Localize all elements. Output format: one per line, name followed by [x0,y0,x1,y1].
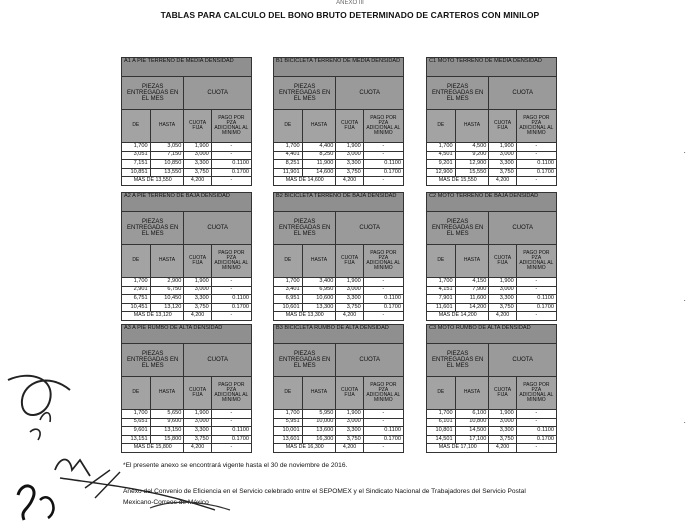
table-caption: B2 BICICLETA TERRENO DE BAJA DENSIDAD [274,193,404,212]
table-cell: 10,600 [302,295,336,304]
table-row [122,295,252,304]
margin-mark: · [683,296,686,305]
table-row [427,151,557,160]
table-cell: 0.1700 [516,168,556,177]
table-cell: 11,901 [274,168,303,177]
table-cell: 4,200 [184,444,211,453]
table-footer-row [427,444,557,453]
quota-header: CUOTA [184,344,252,377]
table-row [274,278,404,287]
fixed-quota-header: CUOTA FIJA [336,110,363,143]
footer-label: MAS DE 13,300 [274,312,336,321]
table-row [427,435,557,444]
pieces-header: PIEZAS ENTREGADAS EN EL MES [274,344,336,377]
quota-header: CUOTA [336,212,404,245]
footer-label: MAS DE 13,550 [122,177,184,186]
table-row [427,410,557,419]
table-cell: 6,951 [274,295,303,304]
table-cell: - [211,410,251,419]
table-cell: 8,251 [274,160,303,169]
table-cell: 4,200 [489,444,516,453]
table-cell: 0.1700 [211,303,251,312]
table-cell: 10,601 [274,303,303,312]
table-row [427,168,557,177]
table-cell: 5,951 [274,418,303,427]
table-cell: 3,000 [336,151,363,160]
fixed-quota-header: CUOTA FIJA [336,377,363,410]
table-cell: 0.1100 [211,427,251,436]
pieces-header: PIEZAS ENTREGADAS EN EL MES [427,344,489,377]
bonus-table [121,192,252,321]
table-cell: 6,750 [150,286,184,295]
table-cell: 9,601 [122,427,151,436]
table-footer-row [274,312,404,321]
table-cell: 1,700 [427,143,456,152]
table-cell: 7,900 [455,286,489,295]
table-cell: 3,750 [336,435,363,444]
table-cell: 10,850 [150,160,184,169]
fixed-quota-header: CUOTA FIJA [489,245,516,278]
table-cell: 1,900 [184,278,211,287]
footer-label: MAS DE 14,200 [427,312,489,321]
from-header: DE [274,377,303,410]
table-cell: 10,851 [122,168,151,177]
table-cell: 0.1100 [363,427,403,436]
table-row [274,303,404,312]
table-cell: 0.1700 [363,435,403,444]
table-cell: 12,900 [427,168,456,177]
table-cell: 0.1100 [211,295,251,304]
extra-pay-header: PAGO POR PZA ADICIONAL AL MINIMO [516,110,556,143]
table-cell: 16,300 [302,435,336,444]
from-header: DE [274,245,303,278]
table-cell: 3,300 [184,160,211,169]
table-cell: 1,700 [122,278,151,287]
table-cell: 1,900 [489,278,516,287]
quota-header: CUOTA [489,212,557,245]
table-cell: 1,700 [122,410,151,419]
from-header: DE [427,245,456,278]
extra-pay-header: PAGO POR PZA ADICIONAL AL MINIMO [363,110,403,143]
table-cell: 3,000 [336,286,363,295]
to-header: HASTA [455,377,489,410]
table-cell: 15,550 [455,168,489,177]
bonus-table [273,324,404,453]
table-cell: 0.1100 [211,160,251,169]
table-caption: A2 A PIE TERRENO DE BAJA DENSIDAD [122,193,252,212]
table-caption: C3 MOTO RUMBO DE ALTA DENSIDAD [427,325,557,344]
table-cell: 6,100 [455,410,489,419]
table-cell: 3,000 [184,286,211,295]
table-row [427,160,557,169]
handwritten-signatures [0,360,260,528]
table-cell: 3,300 [489,295,516,304]
table-cell: 1,900 [184,410,211,419]
table-cell: - [363,410,403,419]
pieces-header: PIEZAS ENTREGADAS EN EL MES [427,77,489,110]
fixed-quota-header: CUOTA FIJA [336,245,363,278]
table-cell: 11,600 [455,295,489,304]
table-cell: 0.1700 [211,168,251,177]
table-cell: 9,201 [427,160,456,169]
table-cell: - [363,286,403,295]
table-cell: 3,750 [489,168,516,177]
quota-header: CUOTA [489,344,557,377]
table-row [427,278,557,287]
annex-label: ANEXO III [336,0,364,6]
table-cell: - [211,312,251,321]
table-cell: 10,450 [150,295,184,304]
margin-mark: · [683,418,686,427]
table-cell: 4,400 [302,143,336,152]
table-row [274,143,404,152]
footer-label: MAS DE 15,800 [122,444,184,453]
quota-header: CUOTA [184,77,252,110]
table-row [274,160,404,169]
quota-header: CUOTA [184,212,252,245]
bonus-table [426,324,557,453]
table-cell: 3,750 [336,303,363,312]
table-cell: - [516,143,556,152]
footer-label: MAS DE 14,600 [274,177,336,186]
table-row [274,295,404,304]
table-cell: 3,000 [489,286,516,295]
table-cell: 4,501 [427,151,456,160]
table-cell: - [516,418,556,427]
table-cell: 9,200 [455,151,489,160]
table-cell: 13,151 [122,435,151,444]
extra-pay-header: PAGO POR PZA ADICIONAL AL MINIMO [363,245,403,278]
table-cell: 3,750 [184,303,211,312]
table-footer-row [122,177,252,186]
table-cell: 15,800 [150,435,184,444]
table-cell: 1,900 [336,278,363,287]
table-cell: 4,200 [184,312,211,321]
table-cell: - [516,444,556,453]
table-row [427,427,557,436]
table-cell: - [363,151,403,160]
to-header: HASTA [455,110,489,143]
table-cell: 13,120 [150,303,184,312]
table-cell: - [211,286,251,295]
table-caption: B3 BICICLETA RUMBO DE ALTA DENSIDAD [274,325,404,344]
table-cell: 1,700 [274,143,303,152]
table-cell: 7,151 [122,160,151,169]
table-cell: 9,600 [150,418,184,427]
table-row [427,303,557,312]
table-cell: 4,401 [274,151,303,160]
table-cell: 4,151 [427,286,456,295]
footer-label: MAS DE 13,120 [122,312,184,321]
table-cell: 5,650 [150,410,184,419]
table-cell: 4,200 [489,312,516,321]
table-cell: 1,700 [122,143,151,152]
table-cell: 14,501 [427,435,456,444]
table-cell: - [363,444,403,453]
fixed-quota-header: CUOTA FIJA [489,110,516,143]
table-cell: - [363,177,403,186]
table-cell: 4,200 [336,312,363,321]
to-header: HASTA [150,377,184,410]
from-header: DE [274,110,303,143]
table-row [274,427,404,436]
validity-note: *El presente anexo se encontrará vigente hasta el 30 de noviembre de 2016. [123,462,348,469]
table-cell: 11,601 [427,303,456,312]
table-caption: A3 A PIE RUMBO DE ALTA DENSIDAD [122,325,252,344]
table-cell: - [516,286,556,295]
bonus-table [273,192,404,321]
table-cell: 6,950 [302,286,336,295]
table-cell: - [516,410,556,419]
table-footer-row [274,177,404,186]
table-cell: 10,801 [427,427,456,436]
table-cell: - [211,177,251,186]
table-cell: 3,000 [489,151,516,160]
table-caption: A1 A PIE TERRENO DE MEDIA DENSIDAD [122,58,252,77]
table-cell: 0.1700 [211,435,251,444]
table-cell: 1,700 [274,410,303,419]
table-cell: 3,300 [184,295,211,304]
table-footer-row [427,312,557,321]
table-caption: B1 BICICLETA TERRENO DE MEDIA DENSIDAD [274,58,404,77]
pieces-header: PIEZAS ENTREGADAS EN EL MES [122,77,184,110]
table-row [122,286,252,295]
extra-pay-header: PAGO POR PZA ADICIONAL AL MINIMO [516,245,556,278]
table-row [274,410,404,419]
quota-header: CUOTA [489,77,557,110]
table-cell: 14,600 [302,168,336,177]
table-cell: 0.1100 [516,427,556,436]
table-footer-row [427,177,557,186]
table-cell: 1,900 [336,143,363,152]
table-cell: 3,750 [489,303,516,312]
table-cell: 0.1100 [363,295,403,304]
pieces-header: PIEZAS ENTREGADAS EN EL MES [122,344,184,377]
footer-line-1: Anexo del Convenio de Eficiencia en el Servicio celebrado entre el SEPOMEX y el Sindicato Nacional de Trabajadores del Servicio Postal [123,488,526,495]
table-cell: 1,700 [427,410,456,419]
table-row [122,168,252,177]
table-cell: 3,000 [184,151,211,160]
table-cell: 3,750 [184,168,211,177]
table-cell: - [363,143,403,152]
table-cell: 0.1100 [516,160,556,169]
table-cell: 11,900 [302,160,336,169]
table-cell: 4,200 [184,177,211,186]
footer-label: MAS DE 16,300 [274,444,336,453]
table-cell: 0.1100 [363,160,403,169]
fixed-quota-header: CUOTA FIJA [184,377,211,410]
table-cell: 3,750 [489,435,516,444]
table-row [122,160,252,169]
extra-pay-header: PAGO POR PZA ADICIONAL AL MINIMO [363,377,403,410]
table-cell: 2,900 [150,278,184,287]
table-row [274,168,404,177]
table-cell: 3,401 [274,286,303,295]
table-cell: 4,500 [455,143,489,152]
table-cell: 4,150 [455,278,489,287]
fixed-quota-header: CUOTA FIJA [184,245,211,278]
table-cell: - [516,151,556,160]
table-cell: 8,250 [302,151,336,160]
table-cell: 10,800 [455,418,489,427]
table-cell: 6,751 [122,295,151,304]
to-header: HASTA [302,110,336,143]
table-row [427,295,557,304]
table-row [274,151,404,160]
table-cell: 5,950 [302,410,336,419]
table-cell: 1,900 [489,410,516,419]
table-cell: 7,901 [427,295,456,304]
table-cell: 3,300 [336,427,363,436]
fixed-quota-header: CUOTA FIJA [184,110,211,143]
from-header: DE [122,245,151,278]
table-cell: - [516,278,556,287]
table-row [122,278,252,287]
table-cell: 0.1100 [516,295,556,304]
table-cell: 13,150 [150,427,184,436]
table-cell: 4,200 [489,177,516,186]
from-header: DE [122,110,151,143]
pieces-header: PIEZAS ENTREGADAS EN EL MES [274,212,336,245]
bonus-table [426,57,557,186]
bonus-table [273,57,404,186]
table-cell: 10,451 [122,303,151,312]
table-cell: - [363,278,403,287]
from-header: DE [122,377,151,410]
table-cell: 3,300 [336,295,363,304]
table-cell: 1,900 [336,410,363,419]
table-cell: 10,001 [274,427,303,436]
table-cell: - [211,278,251,287]
table-cell: 3,750 [336,168,363,177]
table-cell: 1,700 [274,278,303,287]
table-cell: 14,500 [455,427,489,436]
table-cell: 12,900 [455,160,489,169]
table-cell: 3,050 [150,143,184,152]
table-cell: 0.1700 [516,435,556,444]
table-cell: 6,101 [427,418,456,427]
table-cell: - [211,151,251,160]
table-cell: - [211,418,251,427]
extra-pay-header: PAGO POR PZA ADICIONAL AL MINIMO [211,245,251,278]
bonus-table [426,192,557,321]
from-header: DE [427,377,456,410]
table-cell: 14,200 [455,303,489,312]
table-cell: - [363,418,403,427]
table-cell: - [211,143,251,152]
extra-pay-header: PAGO POR PZA ADICIONAL AL MINIMO [516,377,556,410]
to-header: HASTA [150,110,184,143]
table-cell: 1,900 [184,143,211,152]
table-row [427,418,557,427]
table-row [427,143,557,152]
table-cell: 4,200 [336,444,363,453]
table-cell: 1,900 [489,143,516,152]
table-cell: 2,901 [122,286,151,295]
table-cell: 4,200 [336,177,363,186]
table-row [122,143,252,152]
table-cell: 13,600 [302,427,336,436]
table-cell: 3,400 [302,278,336,287]
table-cell: 0.1700 [363,303,403,312]
table-cell: 17,100 [455,435,489,444]
table-cell: - [516,312,556,321]
margin-mark: · [683,148,686,157]
fixed-quota-header: CUOTA FIJA [489,377,516,410]
table-cell: 13,550 [150,168,184,177]
table-cell: 0.1700 [516,303,556,312]
table-row [427,286,557,295]
footer-label: MAS DE 17,100 [427,444,489,453]
table-cell: 13,300 [302,303,336,312]
table-cell: 10,000 [302,418,336,427]
table-cell: 3,300 [336,160,363,169]
to-header: HASTA [302,245,336,278]
footer-line-2: Mexicano-Correos de México [123,499,209,506]
table-cell: 3,000 [489,418,516,427]
bonus-table [121,57,252,186]
table-footer-row [122,312,252,321]
table-cell: 3,051 [122,151,151,160]
pieces-header: PIEZAS ENTREGADAS EN EL MES [427,212,489,245]
table-caption: C1 MOTO TERRENO DE MEDIA DENSIDAD [427,58,557,77]
table-row [274,435,404,444]
table-cell: 3,300 [489,427,516,436]
table-cell: 1,700 [427,278,456,287]
table-cell: 7,150 [150,151,184,160]
table-cell: - [516,177,556,186]
table-row [122,303,252,312]
quota-header: CUOTA [336,77,404,110]
extra-pay-header: PAGO POR PZA ADICIONAL AL MINIMO [211,377,251,410]
table-cell: - [363,312,403,321]
from-header: DE [427,110,456,143]
table-cell: 3,300 [489,160,516,169]
table-cell: 3,000 [336,418,363,427]
table-cell: - [211,444,251,453]
table-cell: 3,300 [184,427,211,436]
to-header: HASTA [150,245,184,278]
table-caption: C2 MOTO TERRENO DE BAJA DENSIDAD [427,193,557,212]
table-cell: 13,601 [274,435,303,444]
extra-pay-header: PAGO POR PZA ADICIONAL AL MINIMO [211,110,251,143]
table-cell: 3,750 [184,435,211,444]
table-cell: 5,651 [122,418,151,427]
table-footer-row [274,444,404,453]
footer-label: MAS DE 15,550 [427,177,489,186]
table-cell: 0.1700 [363,168,403,177]
table-row [274,286,404,295]
pieces-header: PIEZAS ENTREGADAS EN EL MES [274,77,336,110]
quota-header: CUOTA [336,344,404,377]
pieces-header: PIEZAS ENTREGADAS EN EL MES [122,212,184,245]
table-row [274,418,404,427]
table-row [122,151,252,160]
table-cell: 3,000 [184,418,211,427]
page-title: TABLAS PARA CALCULO DEL BONO BRUTO DETERMINADO DE CARTEROS CON MINILOP [160,10,540,20]
to-header: HASTA [302,377,336,410]
to-header: HASTA [455,245,489,278]
